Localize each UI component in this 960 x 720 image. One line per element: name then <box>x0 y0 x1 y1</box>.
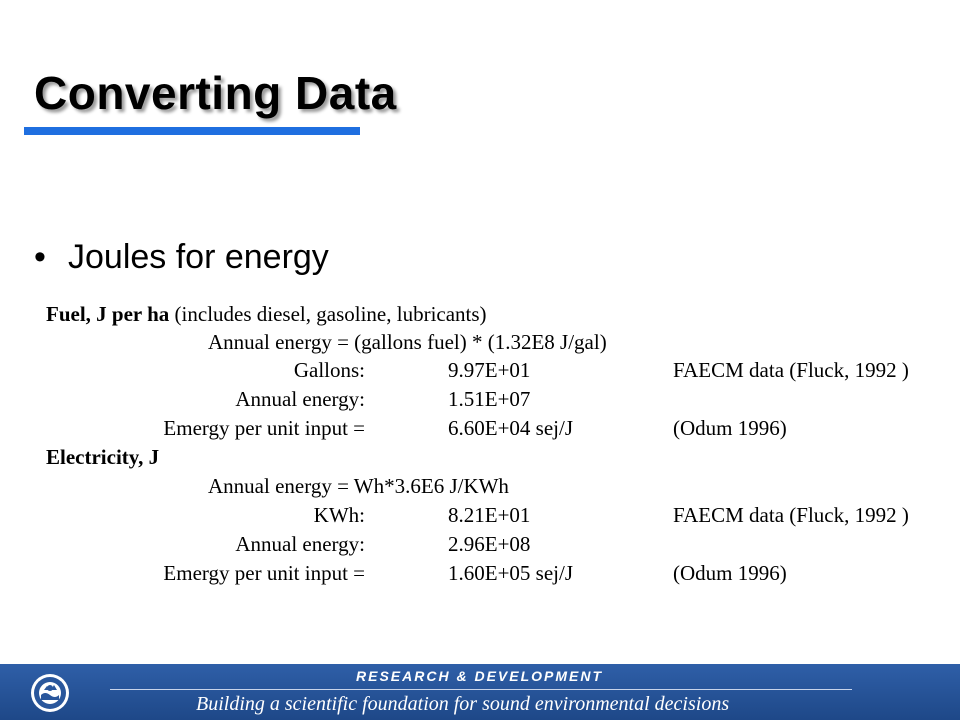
row-value: 8.21E+01 <box>448 503 531 527</box>
row-value: 2.96E+08 <box>448 532 531 556</box>
row-value: 1.51E+07 <box>448 387 531 411</box>
row-value: 6.60E+04 sej/J <box>448 416 574 440</box>
fuel-row-emergy <box>0 414 960 442</box>
row-source: (Odum 1996) <box>673 561 787 585</box>
row-source: (Odum 1996) <box>673 416 787 440</box>
electricity-heading-row <box>0 443 960 471</box>
bullet-item <box>34 238 329 277</box>
fuel-formula: Annual energy = (gallons fuel) * (1.32E8 J/gal) <box>208 330 607 354</box>
electricity-heading <box>46 443 159 471</box>
footer-program: RESEARCH & DEVELOPMENT <box>356 668 604 684</box>
fuel-row-annual-energy <box>0 385 960 413</box>
fuel-heading-bold: Fuel, J per ha <box>46 302 170 326</box>
row-label: Emergy per unit input = <box>163 561 365 585</box>
fuel-heading-row <box>0 300 960 328</box>
bullet-dot: • <box>34 238 46 276</box>
fuel-heading-rest: (includes diesel, gasoline, lubricants) <box>169 302 487 326</box>
row-source: FAECM data (Fluck, 1992 ) <box>673 503 909 527</box>
footer-band <box>0 664 960 720</box>
row-label: Emergy per unit input = <box>163 416 365 440</box>
bullet-text: Joules for energy <box>68 238 329 276</box>
electricity-heading-bold: Electricity, J <box>46 445 160 469</box>
fuel-heading <box>46 300 487 328</box>
slide-title: Converting Data <box>34 67 397 119</box>
electricity-formula-row <box>0 472 960 500</box>
title-underline <box>24 127 360 135</box>
electricity-formula: Annual energy = Wh*3.6E6 J/KWh <box>208 474 509 498</box>
row-label: Gallons: <box>293 358 365 382</box>
epa-seal-icon <box>30 673 70 713</box>
row-source: FAECM data (Fluck, 1992 ) <box>673 358 909 382</box>
fuel-row-gallons <box>0 356 960 384</box>
row-value: 1.60E+05 sej/J <box>448 561 574 585</box>
row-label: Annual energy: <box>235 532 365 556</box>
footer-tagline: Building a scientific foundation for sound environmental decisions <box>196 693 730 715</box>
row-label: KWh: <box>313 503 365 527</box>
row-value: 9.97E+01 <box>448 358 531 382</box>
electricity-row-emergy <box>0 559 960 587</box>
electricity-row-annual-energy <box>0 530 960 558</box>
row-label: Annual energy: <box>235 387 365 411</box>
footer-divider <box>110 689 852 690</box>
fuel-formula-row <box>0 328 960 356</box>
electricity-row-kwh <box>0 501 960 529</box>
